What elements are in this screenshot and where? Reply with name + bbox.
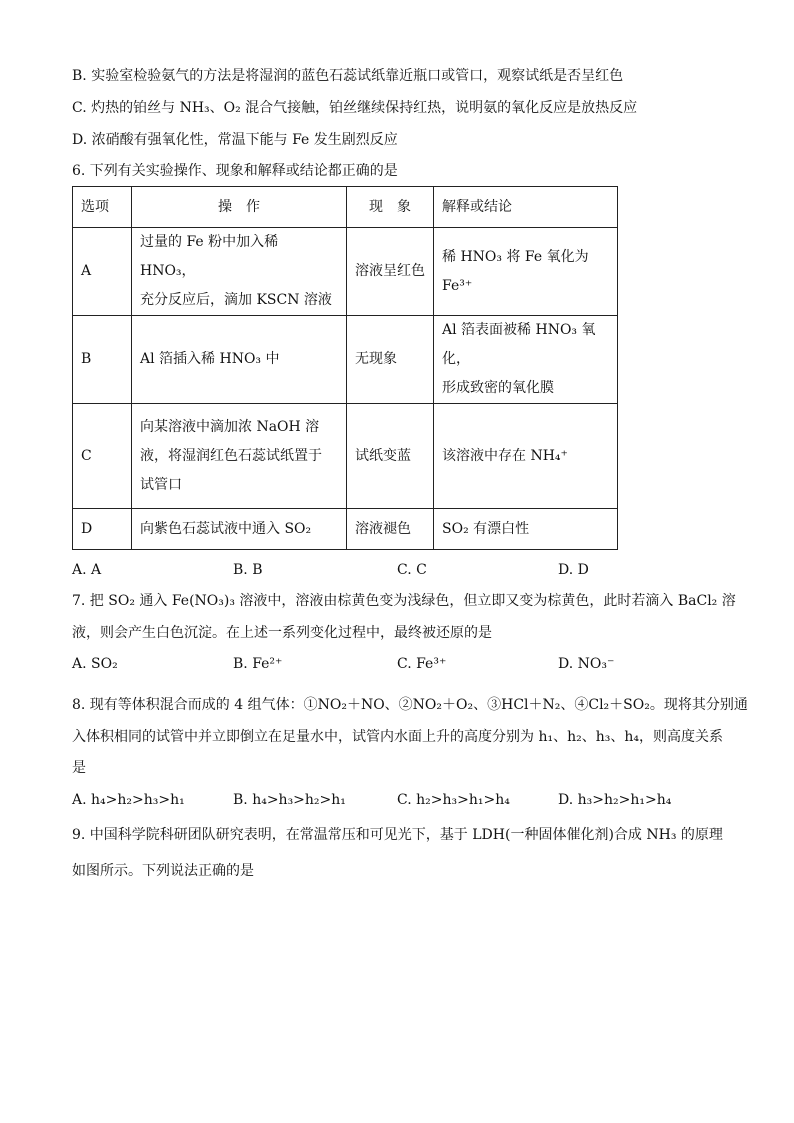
operation-line: 向紫色石蕊试液中通入 SO₂ (140, 520, 312, 537)
row-operation (132, 316, 347, 404)
row-phenomenon: 溶液褪色 (347, 509, 434, 550)
conclusion-line: SO₂ 有漂白性 (442, 520, 530, 537)
q9-stem-line1: 9. 中国科学院科研团队研究表明，在常温常压和可见光下，基于 LDH(一种固体催化剂)合成 NH₃ 的原理 (72, 827, 723, 843)
q8-choice-d: D. h₃>h₂>h₁>h₄ (558, 792, 672, 808)
conclusion-line: 稀 HNO₃ 将 Fe 氧化为 Fe³⁺ (442, 248, 589, 294)
conclusion-line: 形成致密的氧化膜 (442, 380, 554, 396)
q6-choice-d: D. D (558, 562, 589, 578)
table-row (73, 404, 618, 509)
row-conclusion (434, 228, 618, 316)
row-phenomenon: 无现象 (347, 316, 434, 404)
q8-choice-a: A. h₄>h₂>h₃>h₁ (72, 792, 185, 808)
row-conclusion (434, 316, 618, 404)
q6-stem: 6. 下列有关实验操作、现象和解释或结论都正确的是 (72, 163, 398, 179)
header-phenomenon: 现 象 (347, 187, 434, 228)
table-header-row (73, 187, 618, 228)
conclusion-line: 该溶液中存在 NH₄⁺ (442, 447, 568, 464)
q7-stem-line1: 7. 把 SO₂ 通入 Fe(NO₃)₃ 溶液中，溶液由棕黄色变为浅绿色，但立即又变为棕黄色，此时若滴入 BaCl₂ 溶 (72, 593, 736, 609)
q6-choice-b: B. B (233, 562, 263, 578)
row-option: A (73, 228, 132, 316)
row-phenomenon: 试纸变蓝 (347, 404, 434, 509)
q7-choice-c: C. Fe³⁺ (397, 656, 447, 672)
q6-choice-c: C. C (397, 562, 427, 578)
header-option: 选项 (73, 187, 132, 228)
q8-choices (72, 790, 722, 810)
operation-line: 试管口 (140, 476, 182, 493)
q8-stem-line2: 入体积相同的试管中并立即倒立在足量水中，试管内水面上升的高度分别为 h₁、h₂、h₃、h₄，则高度关系 (72, 729, 723, 745)
row-option: C (73, 404, 132, 509)
q8-stem-line1: 8. 现有等体积混合而成的 4 组气体：①NO₂＋NO、②NO₂＋O₂、③HCl＋N₂、④Cl₂＋SO₂。现将其分别通 (72, 697, 748, 713)
row-operation (132, 228, 347, 316)
q7-choice-d: D. NO₃⁻ (558, 656, 615, 672)
q8-stem-line3: 是 (72, 760, 86, 776)
q5-option-d: D. 浓硝酸有强氧化性，常温下能与 Fe 发生剧烈反应 (72, 132, 398, 148)
table-row (73, 228, 618, 316)
q7-choice-a: A. SO₂ (72, 656, 118, 672)
row-option: D (73, 509, 132, 550)
operation-line: 向某溶液中滴加浓 NaOH 溶 (140, 418, 320, 435)
table-row (73, 509, 618, 550)
table-row (73, 316, 618, 404)
conclusion-line: Al 箔表面被稀 HNO₃ 氧化， (442, 322, 596, 367)
header-operation: 操 作 (132, 187, 347, 228)
q7-choices (72, 654, 722, 674)
q8-choice-b: B. h₄>h₃>h₂>h₁ (233, 792, 346, 808)
operation-line: 充分反应后，滴加 KSCN 溶液 (140, 292, 332, 308)
q5-option-b: B. 实验室检验氨气的方法是将湿润的蓝色石蕊试纸靠近瓶口或管口，观察试纸是否呈红色 (72, 68, 624, 84)
q5-option-c: C. 灼热的铂丝与 NH₃、O₂ 混合气接触，铂丝继续保持红热，说明氨的氧化反应是放热反应 (72, 100, 638, 116)
q7-stem-line2: 液，则会产生白色沉淀。在上述一系列变化过程中，最终被还原的是 (72, 625, 492, 641)
q7-choice-b: B. Fe²⁺ (233, 656, 283, 672)
q9-stem-line2: 如图所示。下列说法正确的是 (72, 863, 254, 879)
header-conclusion: 解释或结论 (434, 187, 618, 228)
row-conclusion (434, 404, 618, 509)
q8-choice-c: C. h₂>h₃>h₁>h₄ (397, 792, 510, 808)
row-operation (132, 404, 347, 509)
q6-choice-a: A. A (72, 562, 102, 578)
q6-choices (72, 560, 722, 580)
row-phenomenon: 溶液呈红色 (347, 228, 434, 316)
row-operation (132, 509, 347, 550)
row-conclusion (434, 509, 618, 550)
operation-line: Al 箔插入稀 HNO₃ 中 (140, 351, 280, 367)
operation-line: 液，将湿润红色石蕊试纸置于 (140, 447, 322, 464)
row-option: B (73, 316, 132, 404)
operation-line: 过量的 Fe 粉中加入稀 HNO₃， (140, 234, 279, 279)
q6-table (72, 186, 618, 550)
